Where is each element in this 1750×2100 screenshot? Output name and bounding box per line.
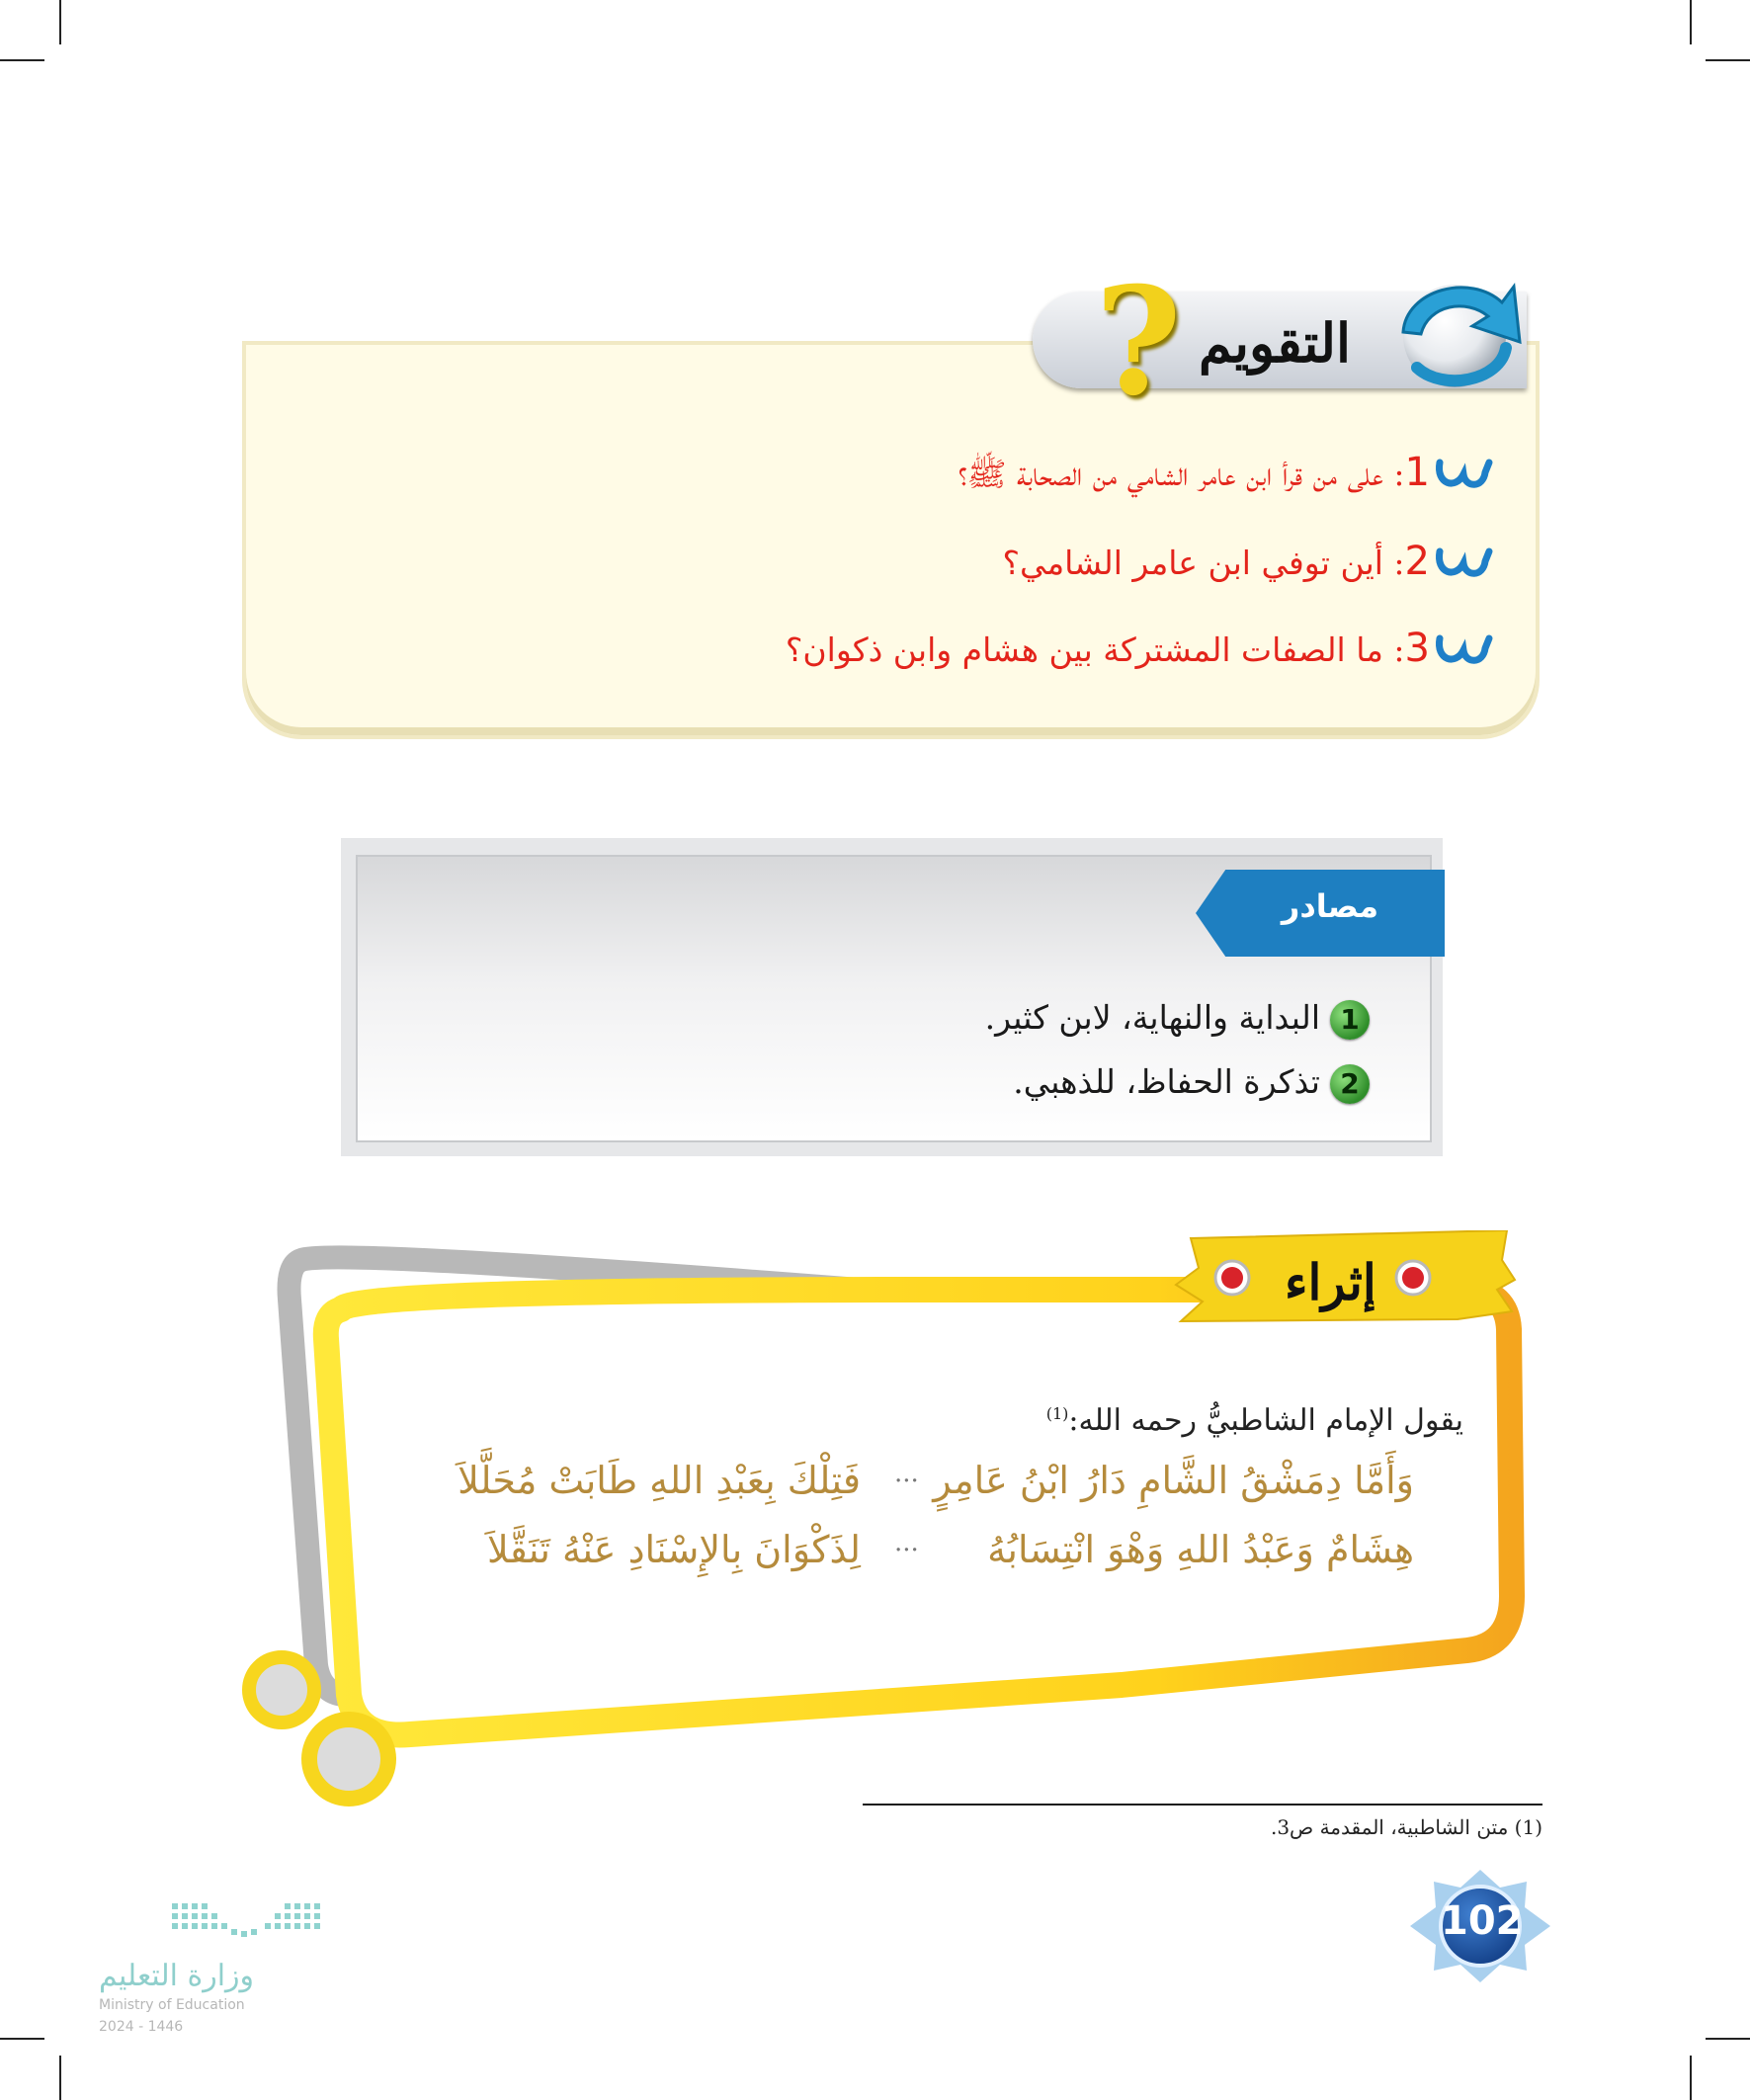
verse-first-hemistich: وَأَمَّا دِمَشْقُ الشَّامِ دَارُ ابْنُ عَامِرٍ	[933, 1459, 1414, 1502]
refresh-arrow-icon	[1381, 265, 1528, 395]
number-badge: 1	[1330, 1000, 1370, 1040]
question-3: 3: ما الصفات المشتركة بين هشام وابن ذكوان؟	[786, 626, 1495, 674]
question-2: 2: أين توفي ابن عامر الشامي؟	[1002, 539, 1495, 587]
source-item: 1البداية والنهاية، لابن كثير.	[985, 998, 1370, 1040]
crop-mark	[59, 0, 61, 44]
crop-mark	[0, 59, 44, 61]
number-badge: 2	[1330, 1064, 1370, 1104]
footnote-reference: (1)	[1045, 1404, 1069, 1423]
verse-second-hemistich: فَتِلْكَ بِعَبْدِ اللهِ طَابَتْ مُحَلَّلاَ	[458, 1459, 861, 1502]
question-mark-icon: ?	[1095, 255, 1182, 429]
enrichment-title: إثراء	[1285, 1253, 1376, 1311]
evaluation-title: التقويم	[1199, 311, 1351, 375]
verse-second-hemistich: لِذَكْوَانَ بِالإِسْنَادِ عَنْهُ تَنَقَّلاَ	[486, 1528, 861, 1571]
ministry-name-english: Ministry of Education	[99, 1997, 245, 2013]
source-item: 2تذكرة الحفاظ، للذهبي.	[1013, 1062, 1370, 1104]
page-number: 102	[1441, 1898, 1524, 1944]
question-letter-icon	[1434, 544, 1495, 587]
enrichment-intro: يقول الإمام الشاطبيُّ رحمه الله:$^{(1)}$	[1045, 1403, 1463, 1438]
verse-first-hemistich: هِشَامٌ وَعَبْدُ اللهِ وَهْوَ انْتِسَابُهُ	[987, 1528, 1414, 1571]
crop-mark	[59, 2056, 61, 2100]
crop-mark	[1706, 2038, 1750, 2040]
sources-title: مصادر	[1281, 887, 1379, 925]
verse-separator: ...	[894, 1528, 919, 1557]
footnote: (1) متن الشاطبية، المقدمة ص3.	[1270, 1815, 1542, 1839]
crop-mark	[1706, 59, 1750, 61]
footnote-rule	[863, 1804, 1542, 1806]
verse-separator: ...	[894, 1459, 919, 1488]
ministry-year: 2024 - 1446	[99, 2019, 184, 2035]
question-1: 1: على من قرأ ابن عامر الشامي من الصحابة ﷺ؟	[958, 450, 1495, 502]
crop-mark	[1690, 0, 1692, 44]
crop-mark	[0, 2038, 44, 2040]
crop-mark	[1690, 2056, 1692, 2100]
question-letter-icon	[1434, 455, 1495, 498]
enrichment-frame	[232, 1230, 1537, 1813]
ministry-logo-icon	[168, 1899, 326, 1941]
question-letter-icon	[1434, 630, 1495, 674]
ministry-name-arabic: وزارة التعليم	[99, 1959, 255, 1993]
